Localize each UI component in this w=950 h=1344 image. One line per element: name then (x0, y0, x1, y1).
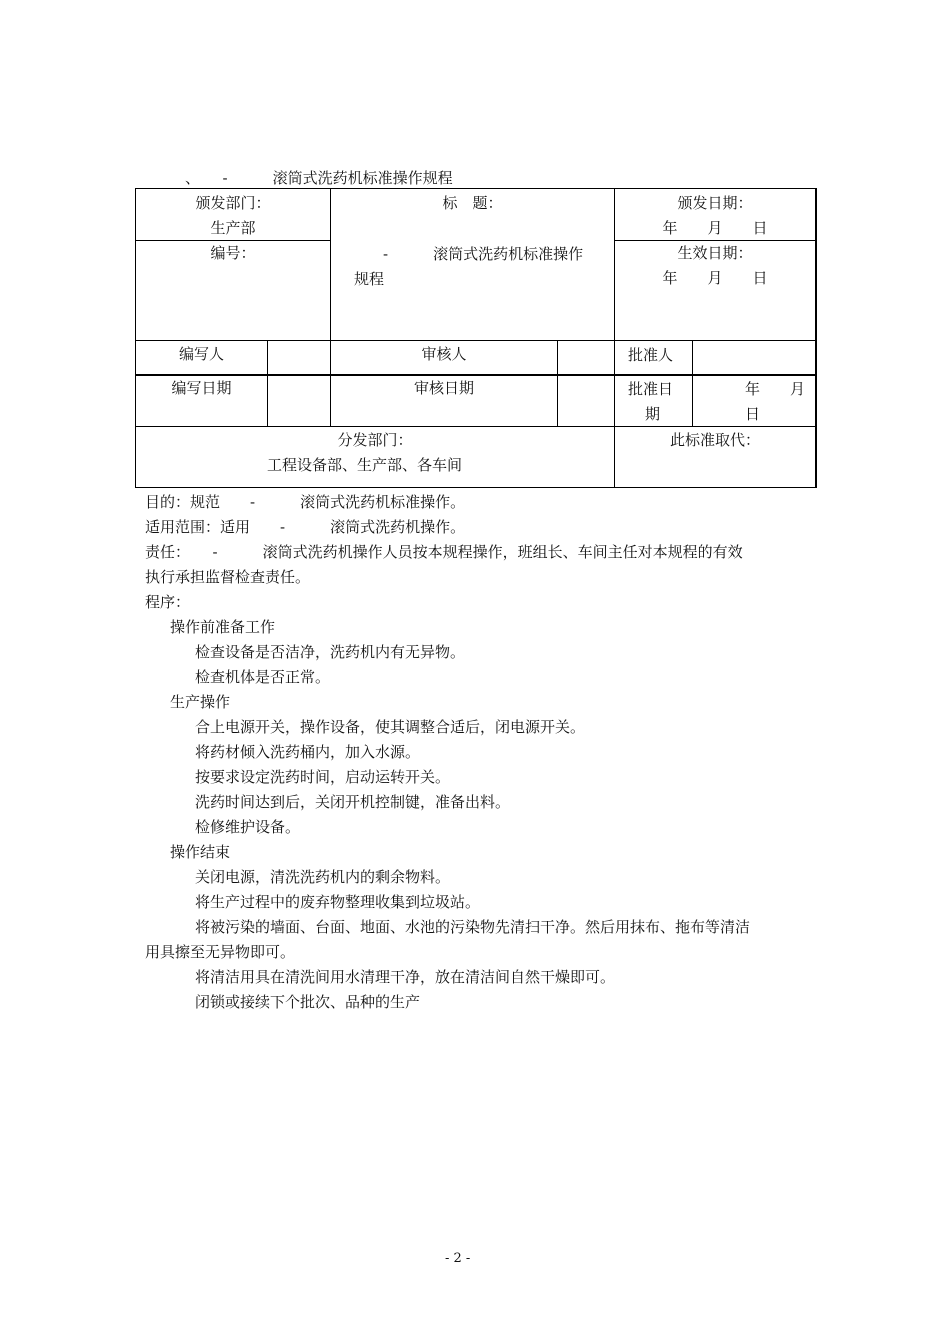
title-value-line2: 规程 (354, 270, 385, 288)
section-title: 操作结束 (170, 843, 231, 861)
list-item: 将生产过程中的废弃物整理收集到垃圾站。 (195, 893, 481, 911)
section-title: 操作前准备工作 (170, 618, 276, 636)
purpose-text: 目的：规范 - 滚筒式洗药机标准操作。 (145, 493, 466, 511)
table-border (815, 188, 817, 488)
dist-dept-value: 工程设备部、生产部、各车间 (267, 456, 463, 474)
writer-label: 编写人 (178, 345, 224, 363)
list-item: 检查设备是否洁净，洗药机内有无异物。 (195, 643, 466, 661)
table-border (135, 487, 816, 488)
table-col-divider (557, 340, 558, 427)
issue-dept-value: 生产部 (210, 219, 256, 237)
list-item: 闭锁或接续下个批次、品种的生产 (195, 993, 421, 1011)
list-item: 将药材倾入洗药桶内，加入水源。 (195, 743, 421, 761)
reviewer-label: 审核人 (421, 345, 467, 363)
list-item: 关闭电源，清洗洗药机内的剩余物料。 (195, 868, 451, 886)
table-row-divider (135, 340, 816, 341)
section-title: 生产操作 (170, 693, 231, 711)
title-value-line1: - 滚筒式洗药机标准操作 (383, 245, 584, 263)
approve-date-value: 日 (745, 405, 761, 423)
issue-date-value: 年 月 日 (662, 219, 768, 237)
approver-label: 批准人 (628, 346, 674, 364)
title-label: 标 题： (442, 194, 503, 212)
responsibility-text: 责任： - 滚筒式洗药机操作人员按本规程操作，班组长、车间主任对本规程的有效 (145, 543, 743, 561)
approve-date-value: 年 月 (745, 380, 806, 398)
replace-label: 此标准取代： (669, 431, 760, 449)
list-item: 将清洁用具在清洗间用水清理干净，放在清洁间自然干燥即可。 (195, 968, 616, 986)
responsibility-text: 执行承担监督检查责任。 (145, 568, 311, 586)
effective-date-value: 年 月 日 (662, 269, 768, 287)
list-item: 检查机体是否正常。 (195, 668, 331, 686)
list-item: 按要求设定洗药时间，启动运转开关。 (195, 768, 451, 786)
approve-date-label: 期 (645, 405, 661, 423)
list-item: 将被污染的墙面、台面、地面、水池的污染物先清扫干净。然后用抹布、拖布等清洁 (195, 918, 751, 936)
list-item: 检修维护设备。 (195, 818, 301, 836)
procedure-heading: 程序： (145, 593, 191, 611)
write-date-label: 编写日期 (171, 379, 232, 397)
document-title: 、 - 滚筒式洗药机标准操作规程 (185, 169, 453, 187)
approve-date-label: 批准日 (628, 380, 674, 398)
review-date-label: 审核日期 (413, 379, 474, 397)
table-col-divider (267, 340, 268, 427)
list-item: 用具擦至无异物即可。 (145, 943, 296, 961)
issue-dept-label: 颁发部门： (195, 194, 271, 212)
scope-text: 适用范围：适用 - 滚筒式洗药机操作。 (145, 518, 466, 536)
table-col-divider (692, 340, 693, 427)
issue-date-label: 颁发日期： (677, 194, 753, 212)
number-label: 编号： (210, 244, 256, 262)
dist-dept-label: 分发部门： (337, 431, 413, 449)
page-number: - 2 - (445, 1251, 471, 1266)
list-item: 洗药时间达到后，关闭开机控制键，准备出料。 (195, 793, 511, 811)
list-item: 合上电源开关，操作设备，使其调整合适后，闭电源开关。 (195, 718, 586, 736)
table-border (135, 188, 816, 189)
effective-date-label: 生效日期： (677, 244, 753, 262)
table-row-divider (135, 426, 816, 427)
